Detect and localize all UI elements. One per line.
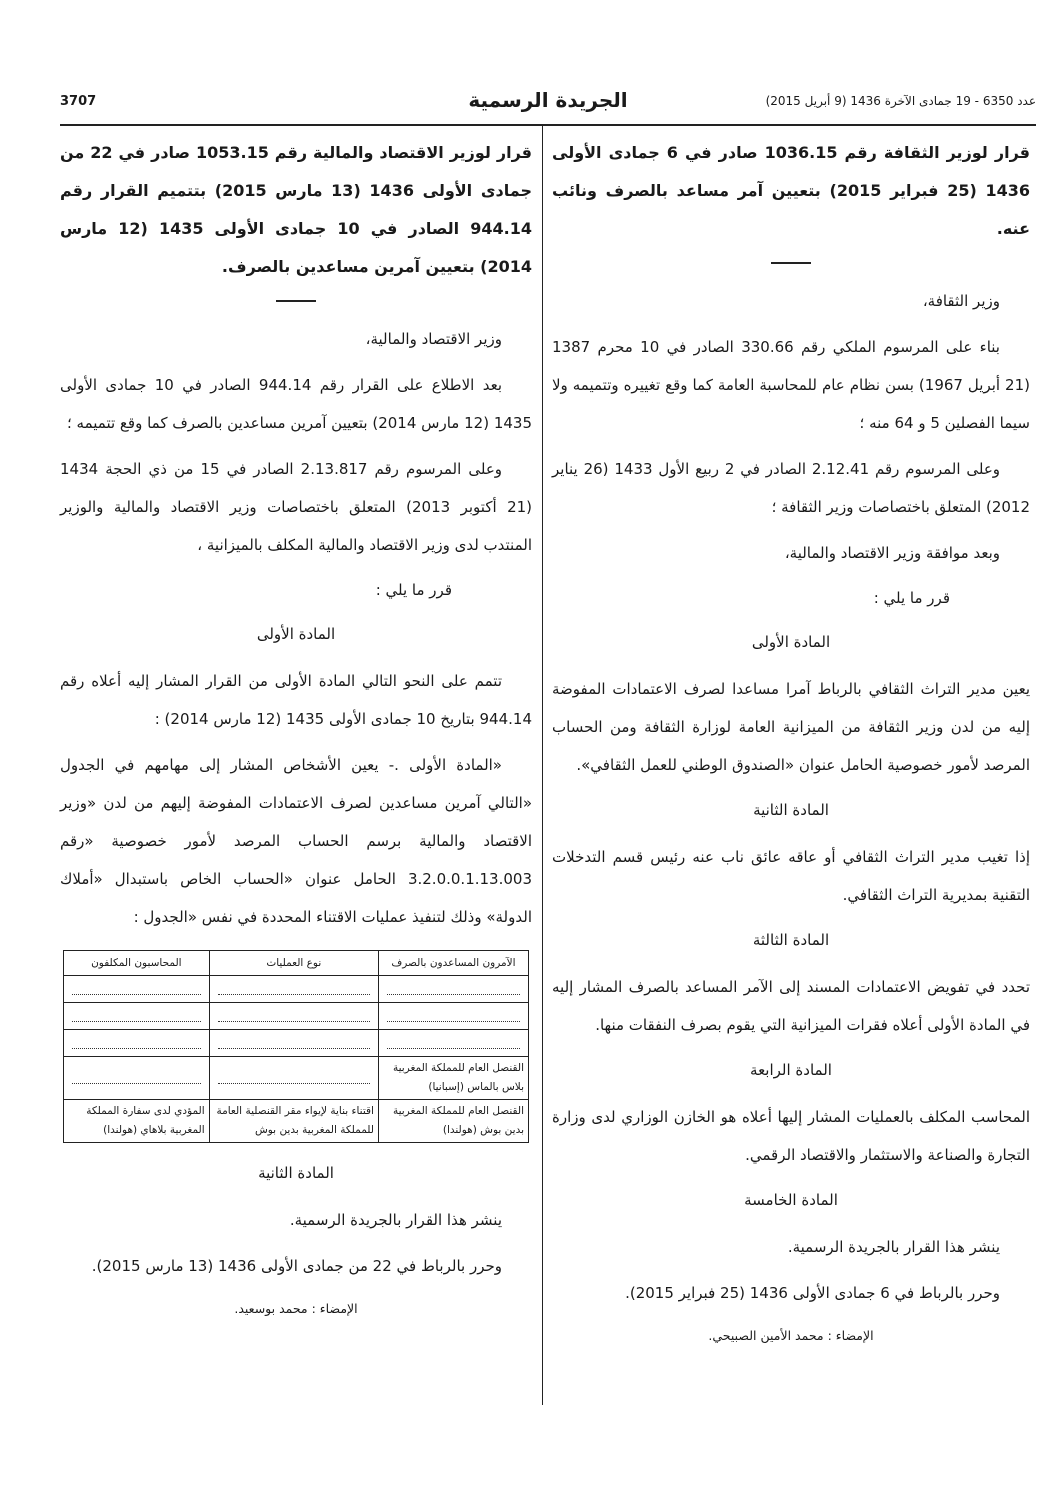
article-heading: المادة الأولى [256, 625, 336, 643]
table-cell [64, 1057, 210, 1100]
decided-line: قرر ما يلي : [375, 581, 452, 599]
dotted-line [218, 1038, 370, 1049]
table-header-cell: المحاسبون المكلفون [64, 951, 210, 976]
dotted-line [387, 1038, 520, 1049]
page-header [60, 88, 1036, 122]
dotted-line [218, 984, 370, 995]
header-rule [60, 124, 1036, 126]
preamble-paragraph: وعلى المرسوم رقم 2.12.41 الصادر في 2 ربيع الأول 1433 (26 يناير 2012) المتعلق باختصاصات وزير الثقافة ؛ [552, 460, 1030, 516]
signature: الإمضاء : محمد الأمين الصبيحي. [708, 1328, 874, 1343]
dotted-line [72, 1073, 201, 1084]
preamble-paragraph: وبعد موافقة وزير الاقتصاد والمالية، [784, 544, 1000, 562]
table-cell: المؤدي لدى سفارة المملكة المغربية بلاهاي (هولندا) [64, 1100, 210, 1143]
date-line: وحرر بالرباط في 6 جمادى الأولى 1436 (25 فبراير 2015). [625, 1284, 1000, 1302]
article-text: المحاسب المكلف بالعمليات المشار إليها أعلاه هو الخازن الوزاري لدى وزارة التجارة والصناعة والاستثمار والاقتصاد الرقمي. [552, 1108, 1030, 1164]
journal-title: الجريدة الرسمية [468, 88, 628, 112]
article-text: تتمم على النحو التالي المادة الأولى من القرار المشار إليه أعلاه رقم 944.14 بتاريخ 10 جمادى الأولى 1435 (12 مارس 2014) : [60, 672, 532, 728]
article-text: تحدد في تفويض الاعتمادات المسند إلى الآمر المساعد بالصرف المشار إليه في المادة الأولى أعلاه فقرات الميزانية التي يقوم بصرف النفقات منها. [552, 978, 1030, 1034]
table-row [64, 976, 529, 1003]
article-heading: المادة الأولى [751, 633, 831, 651]
table-row [64, 1030, 529, 1057]
dotted-line [218, 1073, 370, 1084]
article-text: إذا تغيب مدير التراث الثقافي أو عاقه عائق ناب عنه رئيس قسم التدخلات التقنية بمديرية التراث الثقافي. [552, 848, 1030, 904]
decision-title: قرار لوزير الاقتصاد والمالية رقم 1053.15 صادر في 22 من جمادى الأولى 1436 (13 مارس 2015) بتتميم القرار رقم 944.14 الصادر في 10 جمادى الأولى 1435 (12 مارس 2014) بتعيين آمرين مساعدين بالصرف. [60, 143, 533, 276]
table-cell [378, 1030, 528, 1057]
preamble-paragraph: بناء على المرسوم الملكي رقم 330.66 الصادر في 10 محرم 1387 (21 أبريل 1967) بسن نظام عام للمحاسبة العامة كما وقع تغييره وتتميمه ولا سيما الفصلين 5 و 64 منه ؛ [552, 338, 1030, 432]
table-cell [209, 1030, 378, 1057]
table-cell: اقتناء بناية لإيواء مقر القنصلية العامة للمملكة المغربية بدين بوش [209, 1100, 378, 1143]
dotted-line [387, 1011, 520, 1022]
table-row [64, 1057, 529, 1100]
decided-line: قرر ما يلي : [873, 589, 950, 607]
table-cell [64, 1030, 210, 1057]
table-cell [378, 976, 528, 1003]
preamble-paragraph: وعلى المرسوم رقم 2.13.817 الصادر في 15 من ذي الحجة 1434 (21 أكتوبر 2013) المتعلق باختصاصات وزير الاقتصاد والمالية والوزير المنتدب لدى وزير الاقتصاد والمالية المكلف بالميزانية ، [60, 460, 533, 554]
table-row [64, 1100, 529, 1143]
dotted-line [72, 1011, 201, 1022]
page-number: 3707 [60, 94, 97, 109]
table-cell [378, 1003, 528, 1030]
date-line: وحرر بالرباط في 22 من جمادى الأولى 1436 (13 مارس 2015). [91, 1257, 502, 1275]
column-divider [542, 126, 543, 1405]
table-header-cell: نوع العمليات [209, 951, 378, 976]
article-text: يعين مدير التراث الثقافي بالرباط آمرا مساعدا لصرف الاعتمادات المفوضة إليه من لدن وزير الثقافة من الميزانية العامة لوزارة الثقافة ومن الحساب المرصد لأمور خصوصية الحامل عنوان «الصندوق الوطني للعمل الثقافي». [552, 680, 1030, 774]
article-text: ينشر هذا القرار بالجريدة الرسمية. [787, 1238, 1000, 1256]
issue-info: عدد 6350 - 19 جمادى الآخرة 1436 (9 أبريل 2015) [765, 94, 1036, 108]
table-cell [209, 976, 378, 1003]
article-heading: المادة الثانية [258, 1164, 334, 1182]
preamble-paragraph: بعد الاطلاع على القرار رقم 944.14 الصادر في 10 جمادى الأولى 1435 (12 مارس 2014) بتعيين آمرين مساعدين بالصرف كما وقع تتميمه ؛ [60, 376, 532, 432]
left-column-decision [60, 134, 532, 1316]
operations-table [63, 950, 529, 1143]
dotted-line [218, 1011, 370, 1022]
table-cell [209, 1057, 378, 1100]
title-rule [771, 262, 811, 264]
article-heading: المادة الثانية [753, 801, 829, 819]
table-cell: القنصل العام للمملكة المغربية بدين بوش (هولندا) [378, 1100, 528, 1143]
article-quote: «المادة الأولى .- يعين الأشخاص المشار إلى مهامهم في الجدول «التالي آمرين مساعدين لصرف الاعتمادات المفوضة إليهم من لدن «وزير الاقتصاد والمالية برسم الحساب المرصد لأمور خصوصية «رقم 3.2.0.0.1.13.003 الحامل عنوان «الحساب الخاص باستبدال «أملاك الدولة» وذلك لتنفيذ عمليات الاقتناء المحددة في نفس «الجدول : [60, 756, 532, 926]
table-header-cell: الآمرون المساعدون بالصرف [378, 951, 528, 976]
article-heading: المادة الثالثة [752, 931, 830, 949]
minister-line: وزير الثقافة، [922, 292, 1000, 310]
table-header-row [64, 951, 529, 976]
dotted-line [72, 1038, 201, 1049]
table-cell [209, 1003, 378, 1030]
article-heading: المادة الخامسة [744, 1191, 838, 1209]
dotted-line [72, 984, 201, 995]
signature: الإمضاء : محمد بوسعيد. [234, 1301, 358, 1316]
dotted-line [387, 984, 520, 995]
right-column-decision [552, 134, 1030, 1343]
table-cell [64, 1003, 210, 1030]
decision-title: قرار لوزير الثقافة رقم 1036.15 صادر في 6 جمادى الأولى 1436 (25 فبراير 2015) بتعيين آمر مساعد بالصرف ونائب عنه. [552, 143, 1031, 238]
table-cell: القنصل العام للمملكة المغربية بلاس بالماس (إسبانيا) [378, 1057, 528, 1100]
minister-line: وزير الاقتصاد والمالية، [365, 330, 502, 348]
table-row [64, 1003, 529, 1030]
table-cell [64, 976, 210, 1003]
article-heading: المادة الرابعة [750, 1061, 832, 1079]
title-rule [276, 300, 316, 302]
article-text: ينشر هذا القرار بالجريدة الرسمية. [289, 1211, 502, 1229]
